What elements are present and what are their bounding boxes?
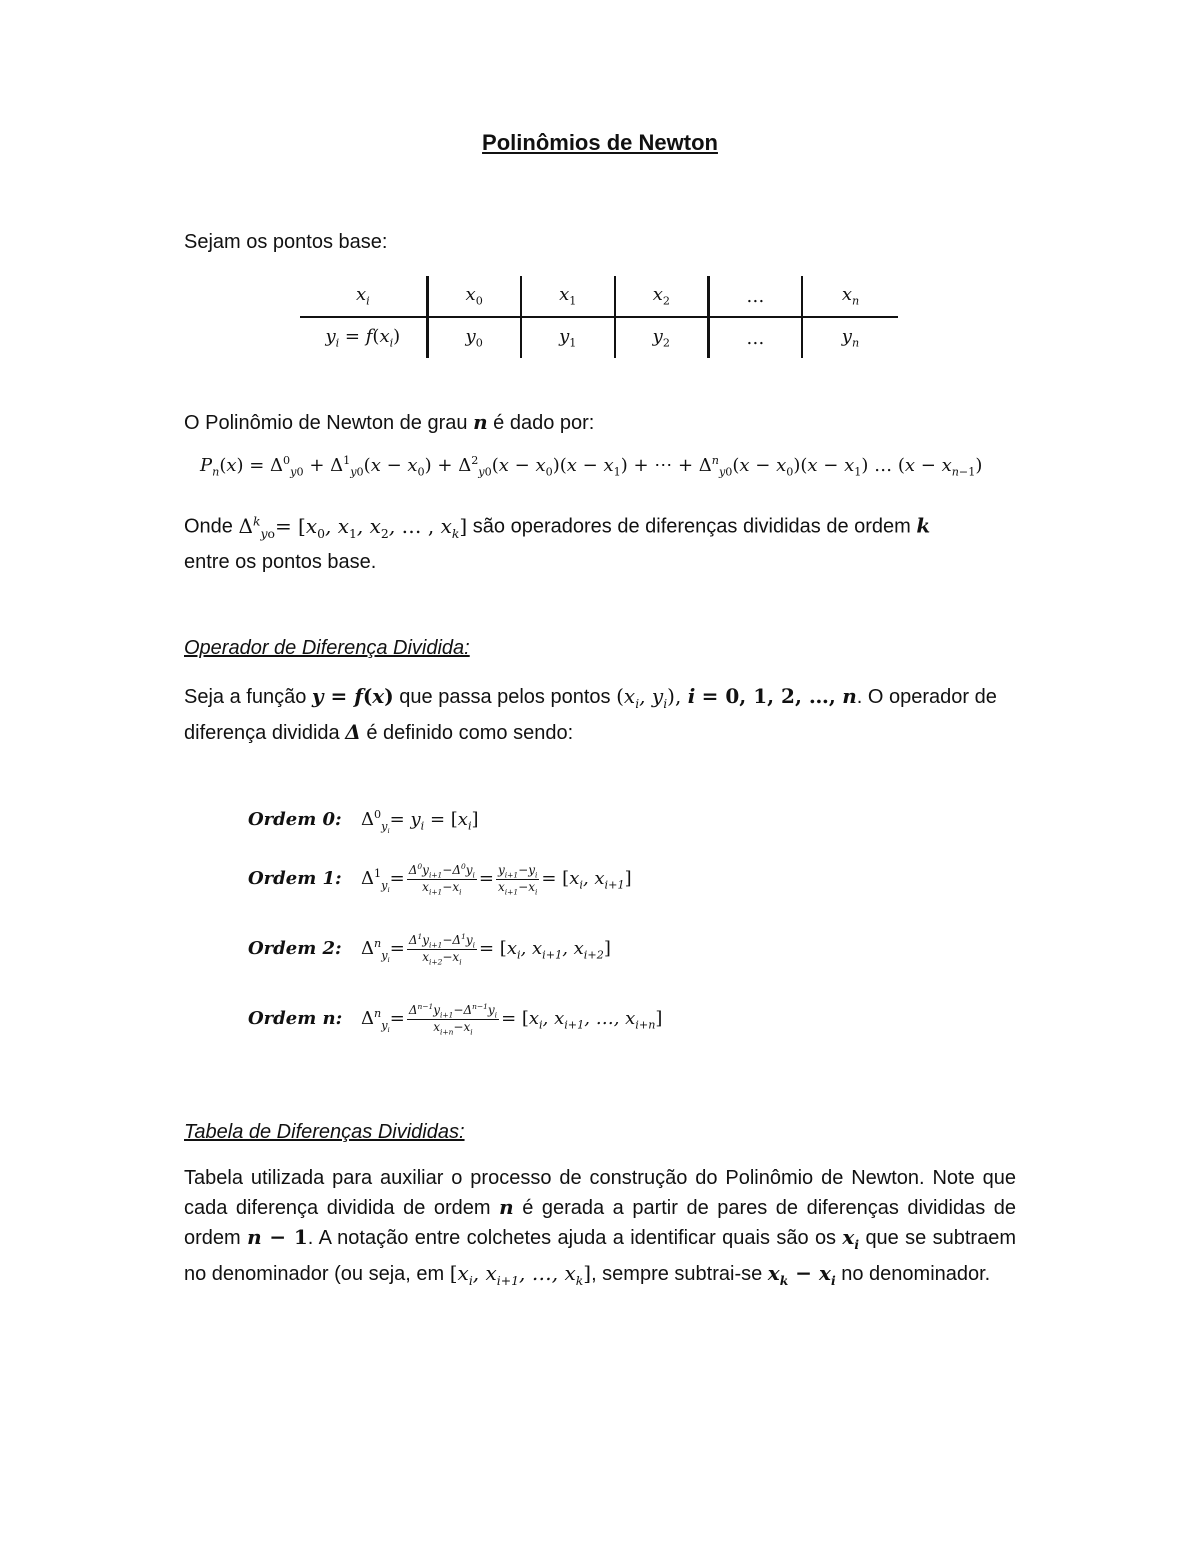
onde-paragraph: Onde $\Delta^k_{yo}= [x_0$, $x_1$, $x_2$, … , $x_k$] são operadores de diferenças divididas de ordem k entre os pontos base.	[184, 513, 931, 573]
operador-paragraph: Seja a função y = f(x) que passa pelos pontos ($x_i$, $y_i$), i = 0, 1, 2, …, n. O operador de diferença dividida Δ é definido como sendo:	[184, 684, 997, 744]
tabela-paragraph: Tabela utilizada para auxiliar o processo de construção do Polinômio de Newton. Note que cada diferença dividida de ordem n é gerada a partir de pares de diferenças divididas de ordem n − 1. A notação entre colchetes ajuda a identificar quais são os $x_i$ que se subtraem no denominador (ou seja, em [$x_i$, $x_{i+1}$, …, $x_k$], sempre subtrai-se $x_k - x_i$ no denominador.	[184, 1167, 1016, 1288]
table-cell: $y_2$	[615, 317, 709, 358]
ordem-2-formula: Ordem 2: $\Delta^n_{y_i}=$ $\frac{\Delta^1y_{i+1}-\Delta^1y_i}{x_{i+2}-x_i}$ = [$x_i$, $x_{i+1}$, $x_{i+2}$]	[248, 932, 611, 967]
intro-text: Sejam os pontos base:	[184, 231, 388, 253]
ordem-0-formula: Ordem 0: $\Delta^0_{y_i}= y_i = [x_i]$	[248, 808, 479, 835]
base-points-table	[300, 276, 898, 358]
page-title: Polinômios de Newton	[482, 130, 718, 155]
table-row	[300, 276, 898, 317]
ordem-1-formula: Ordem 1: $\Delta^1_{y_i}=$ $\frac{\Delta^0y_{i+1}-\Delta^0y_i}{x_{i+1}-x_i}$ = $\frac{y_{i+1}-y_i}{x_{i+1}-x_i}$ = [$x_i$, $x_{i+1}$]	[248, 862, 632, 897]
table-cell: $y_i = f(x_i)$	[325, 326, 401, 350]
table-cell: $y_0$	[427, 317, 521, 358]
section-heading-tabela: Tabela de Diferenças Divididas:	[184, 1121, 465, 1143]
table-cell: $x_i$	[300, 276, 427, 317]
table-cell: $x_1$	[521, 276, 615, 317]
section-heading-operador: Operador de Diferença Dividida:	[184, 637, 470, 659]
table-cell: …	[708, 317, 802, 358]
table-cell: $x_2$	[615, 276, 709, 317]
grau-paragraph: O Polinômio de Newton de grau n é dado por:	[184, 410, 595, 434]
table-cell: $x_n$	[802, 276, 898, 317]
table-cell: …	[708, 276, 802, 317]
ordem-n-formula: Ordem n: $\Delta^n_{y_i}=$ $\frac{\Delta^{n-1}y_{i+1}-\Delta^{n-1}y_i}{x_{i+n}-x_i}$ = [$x_i$, $x_{i+1}$, …, $x_{i+n}$]	[248, 1002, 663, 1037]
table-cell: $y_1$	[521, 317, 615, 358]
table-cell: $y_n$	[802, 317, 898, 358]
table-cell: $x_0$	[427, 276, 521, 317]
newton-formula: $P_n(x) = \Delta^0_{y0} + \Delta^1_{y0}(x - x_0) + \Delta^2_{y0}(x - x_0)(x - x_1)$ + ⋯ + $\Delta^n_{y0}(x - x_0)(x - x_1)$ … $(x - x_{n-1})$	[200, 454, 983, 479]
table-row	[300, 317, 898, 358]
delta-operator: $\Delta^k_{yo}= [x_0$, $x_1$, $x_2$, … , $x_k$]	[238, 513, 468, 541]
